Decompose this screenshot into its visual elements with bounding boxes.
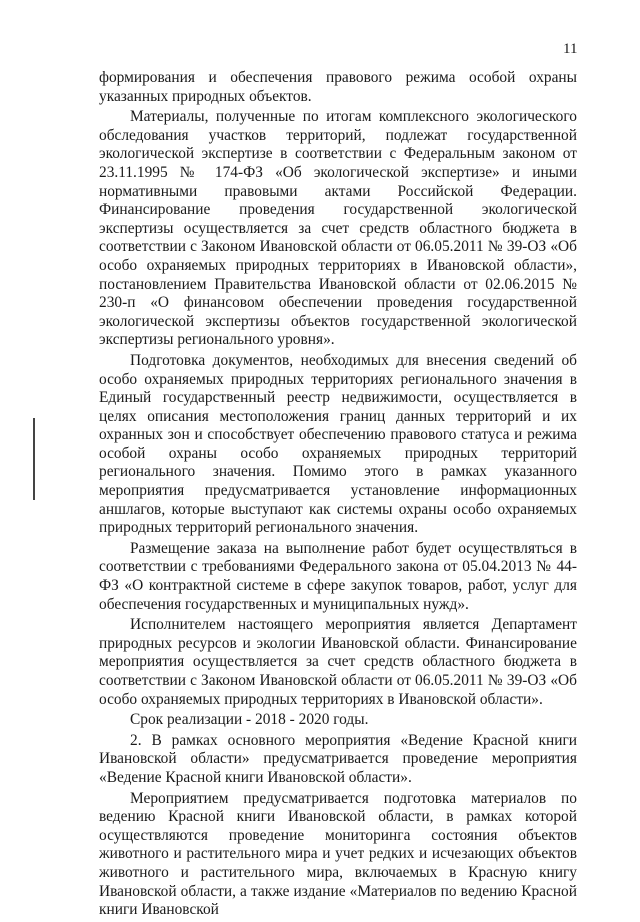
document-body [99,69,577,922]
paragraph-executor: Исполнителем настоящего мероприятия является Департамент природных ресурсов и экологии Ивановской области. Финансирование мероприятия осуществляется за счет средств областного бюджета в соответствии с Законом Ивановской области от 06.05.2011 № 39-ОЗ «Об особо охраняемых природных территориях в Ивановской области». [99,616,577,708]
paragraph-period: Срок реализации - 2018 - 2020 годы. [130,711,369,729]
paragraph-red-book-materials: Мероприятием предусматривается подготовка материалов по ведению Красной книги Ивановской области, в рамках которой осуществляются проведение мониторинга состояния объектов животного и растительного мира и учет редких и исчезающих объектов животного и растительного мира, включаемых в Красную книгу Ивановской области, а также издание «Материалов по ведению Красной книги Ивановской [99,789,577,919]
paragraph-ecological-expertise: Материалы, полученные по итогам комплексного экологического обследования участков территорий, подлежат государственной экологической экспертизе в соответствии с Федеральным законом от 23.11.1995 № 174-ФЗ «Об экологической экспертизе» и иными нормативными правовыми актами Российской Федерации. Финансирование проведения государственной экологической экспертизы осуществляется за счет средств областного бюджета в соответствии с Законом Ивановской области от 06.05.2011 № 39-ОЗ «Об особо охраняемых природных территориях в Ивановской области», постановлением Правительства Ивановской области от 02.06.2015 № 230-п «О финансовом обеспечении проведения государственной экологической экспертизы объектов государственной экологической экспертизы регионального уровня». [99,108,577,349]
paragraph-red-book-activity: 2. В рамках основного мероприятия «Ведение Красной книги Ивановской области» предусматривается проведение мероприятия «Ведение Красной книги Ивановской области». [99,731,577,786]
margin-mark [33,418,35,500]
paragraph-registry-documents: Подготовка документов, необходимых для внесения сведений об особо охраняемых природных территориях регионального значения в Единый государственный реестр недвижимости, осуществляется в целях описания местоположения границ данных территорий и их охранных зон и способствует обеспечению правового статуса и режима особой охраны особо охраняемых природных территорий регионального значения. Помимо этого в рамках указанного мероприятия предусматривается установление информационных аншлагов, которые выступают как системы охраны особо охраняемых природных территорий регионального значения. [99,351,577,537]
paragraph-continuation: формирования и обеспечения правового режима особой охраны указанных природных объектов. [99,69,577,105]
paragraph-procurement: Размещение заказа на выполнение работ будет осуществляться в соответствии с требованиями Федерального закона от 05.04.2013 № 44-ФЗ «О контрактной системе в сфере закупок товаров, работ, услуг для обеспечения государственных и муниципальных нужд». [99,539,577,613]
page-number: 11 [563,41,578,57]
